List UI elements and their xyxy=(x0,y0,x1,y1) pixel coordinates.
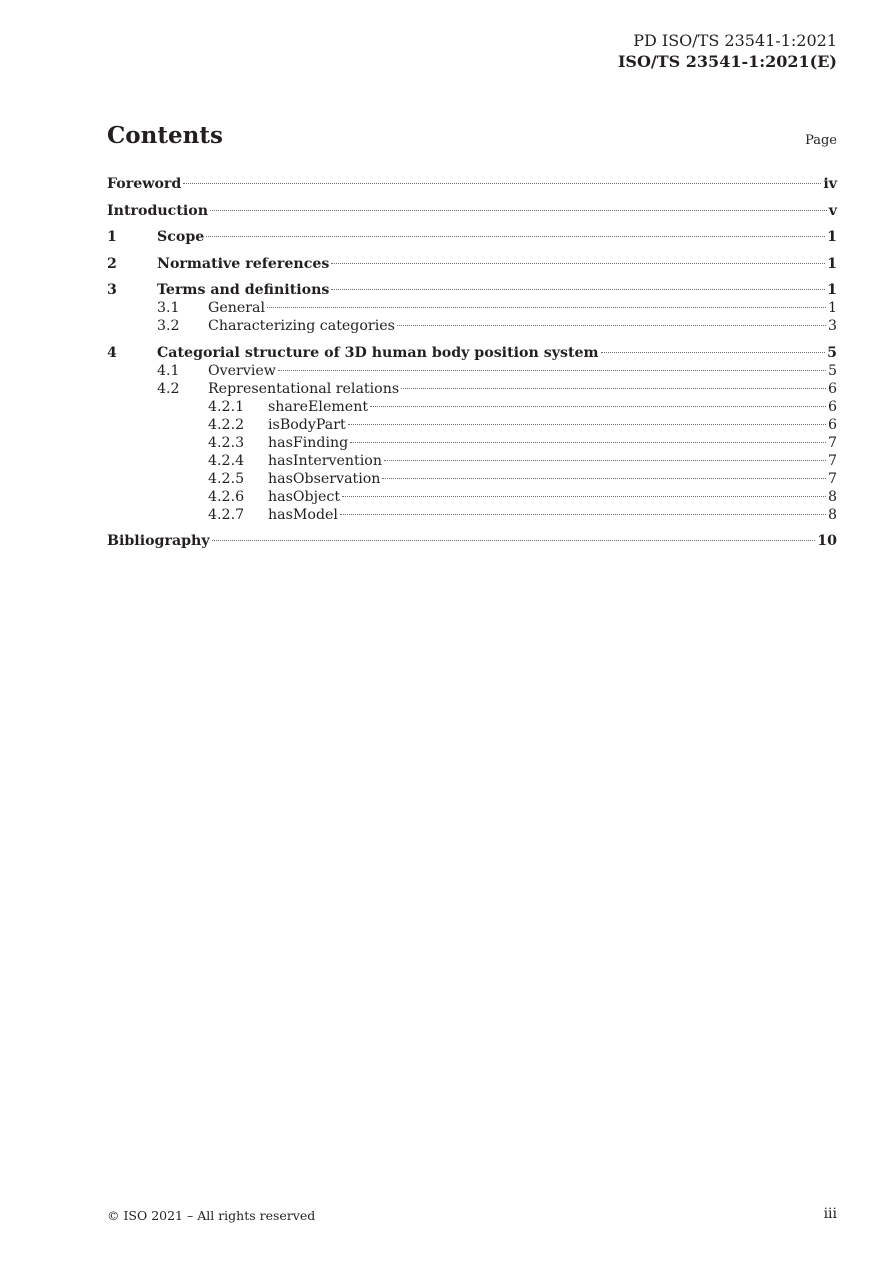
toc-entry-title: Categorial structure of 3D human body position system xyxy=(157,344,599,361)
toc-entry-title: hasObject xyxy=(268,488,341,505)
toc-entry-number: 3 xyxy=(107,282,117,298)
toc-leader xyxy=(267,307,826,308)
toc-entry[interactable] xyxy=(107,488,837,506)
toc-entry-title: shareElement xyxy=(268,398,369,415)
toc-entry-number: 3.2 xyxy=(157,318,180,334)
toc-entry-title: Representational relations xyxy=(208,380,400,397)
toc-entry-number: 4.2.7 xyxy=(208,506,245,523)
toc-entry-title: Bibliography xyxy=(107,533,210,549)
toc-entry-page: 7 xyxy=(827,452,837,469)
toc-leader xyxy=(340,514,826,515)
toc-entry-title: Foreword xyxy=(107,176,182,192)
toc-entry[interactable] xyxy=(107,452,837,470)
toc-leader xyxy=(601,352,826,353)
toc-entry-number: 1 xyxy=(107,229,117,245)
toc-leader xyxy=(397,325,826,326)
toc-leader xyxy=(342,496,826,497)
toc-entry-number: 4.2.4 xyxy=(208,452,245,469)
toc-entry[interactable] xyxy=(107,380,837,398)
toc-leader xyxy=(278,370,826,371)
toc-entry-title: hasFinding xyxy=(268,434,349,451)
toc-entry-page: 8 xyxy=(827,488,837,505)
toc-entry[interactable] xyxy=(107,434,837,452)
header-line-1: PD ISO/TS 23541-1:2021 xyxy=(633,31,837,50)
toc-entry-title: Introduction xyxy=(107,202,209,219)
toc-leader xyxy=(382,478,826,479)
toc-leader xyxy=(350,442,826,443)
toc-entry-number: 4.2.6 xyxy=(208,488,245,505)
toc-entry[interactable] xyxy=(107,228,837,246)
toc-entry-title: hasObservation xyxy=(268,470,381,487)
toc-entry-number: 4 xyxy=(107,344,117,361)
toc-entry-title: isBodyPart xyxy=(268,416,346,433)
toc-leader xyxy=(331,289,825,290)
header-line-2: ISO/TS 23541-1:2021(E) xyxy=(617,52,837,71)
toc-entry-number: 4.2 xyxy=(157,380,180,397)
toc-entry-number: 2 xyxy=(107,255,117,272)
toc-entry-page: 1 xyxy=(827,255,837,272)
toc-entry-title: Characterizing categories xyxy=(208,318,395,334)
toc-entry-page: 7 xyxy=(827,470,837,487)
toc-entry-page: 7 xyxy=(827,434,837,451)
toc-entry-number: 3.1 xyxy=(157,300,180,316)
document-header xyxy=(618,30,837,72)
page-column-label: Page xyxy=(805,133,837,148)
toc-entry-page: 10 xyxy=(817,533,837,549)
toc-entry[interactable] xyxy=(107,299,837,317)
toc-entry-title: Normative references xyxy=(157,255,330,272)
toc-entry-page: 5 xyxy=(827,362,837,379)
table-of-contents xyxy=(107,175,837,550)
toc-entry[interactable] xyxy=(107,255,837,273)
toc-entry-number: 4.2.3 xyxy=(208,434,245,451)
copyright-notice: © ISO 2021 – All rights reserved xyxy=(107,1208,316,1223)
toc-leader xyxy=(348,424,826,425)
toc-entry[interactable] xyxy=(107,281,837,299)
toc-entry-number: 4.2.2 xyxy=(208,416,245,433)
toc-leader xyxy=(212,540,816,541)
toc-entry-title: Scope xyxy=(157,229,205,245)
toc-entry[interactable] xyxy=(107,470,837,488)
toc-entry-number: 4.1 xyxy=(157,362,180,379)
toc-entry[interactable] xyxy=(107,398,837,416)
toc-entry-page: 1 xyxy=(827,282,837,298)
toc-leader xyxy=(210,210,827,211)
toc-entry[interactable] xyxy=(107,175,837,193)
toc-leader xyxy=(370,406,826,407)
toc-entry-number: 4.2.1 xyxy=(208,398,245,415)
toc-entry[interactable] xyxy=(107,344,837,362)
toc-entry-page: 1 xyxy=(827,229,837,245)
toc-entry[interactable] xyxy=(107,506,837,524)
toc-entry[interactable] xyxy=(107,202,837,220)
toc-entry-title: General xyxy=(208,300,266,316)
toc-leader xyxy=(183,183,821,184)
toc-entry[interactable] xyxy=(107,317,837,335)
toc-entry-page: 6 xyxy=(827,380,837,397)
toc-entry-number: 4.2.5 xyxy=(208,470,245,487)
toc-entry-title: hasIntervention xyxy=(268,452,382,469)
toc-entry-page: 6 xyxy=(827,398,837,415)
toc-entry-page: 1 xyxy=(827,300,837,316)
toc-entry-title: hasModel xyxy=(268,506,338,523)
toc-entry[interactable] xyxy=(107,532,837,550)
toc-entry-page: 3 xyxy=(827,318,837,334)
toc-entry-page: 5 xyxy=(827,344,837,361)
toc-entry-page: 8 xyxy=(827,506,837,523)
toc-leader xyxy=(331,263,825,264)
toc-entry-title: Overview xyxy=(208,362,276,379)
toc-entry[interactable] xyxy=(107,362,837,380)
contents-title: Contents xyxy=(107,122,223,149)
toc-leader xyxy=(384,460,826,461)
toc-entry-page: iv xyxy=(823,176,837,192)
toc-leader xyxy=(401,388,826,389)
toc-entry[interactable] xyxy=(107,416,837,434)
page-number: iii xyxy=(823,1206,837,1222)
toc-leader xyxy=(206,236,825,237)
toc-entry-page: v xyxy=(828,202,837,219)
toc-entry-title: Terms and definitions xyxy=(157,282,330,298)
toc-entry-page: 6 xyxy=(827,416,837,433)
